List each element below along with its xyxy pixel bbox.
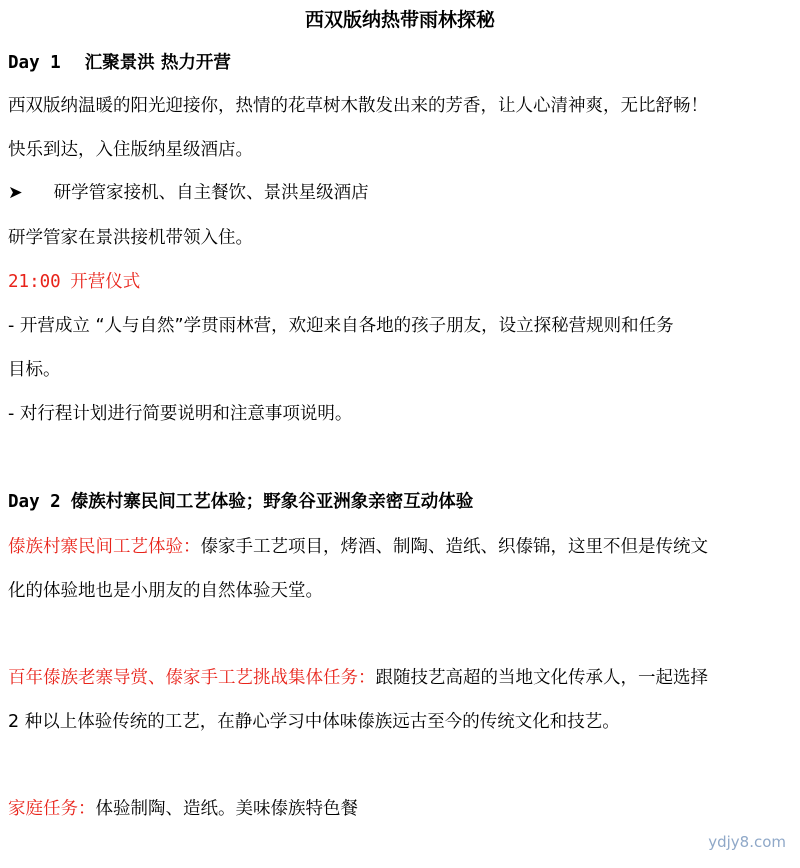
arrow-bullet-icon: ➤ xyxy=(8,183,23,203)
document-title: 西双版纳热带雨林探秘 xyxy=(304,9,495,31)
day2-p3-label: 家庭任务： xyxy=(8,799,96,819)
day1-bullet-text: 研学管家接机、自主餐饮、景洪星级酒店 xyxy=(53,183,369,203)
day2-p1-line2: 化的体验地也是小朋友的自然体验天堂。 xyxy=(8,581,323,601)
day1-intro-line2: 快乐到达，入住版纳星级酒店。 xyxy=(8,140,253,160)
day2-p3-text: 体验制陶、造纸。美味傣族特色餐 xyxy=(95,799,358,819)
day2-p2-text: 跟随技艺高超的当地文化传承人，一起选择 xyxy=(375,668,708,688)
day1-pickup-text: 研学管家在景洪接机带领入住。 xyxy=(8,228,253,248)
day1-heading-text: 汇聚景洪 热力开营 xyxy=(84,53,231,73)
day2-p3 xyxy=(8,797,358,821)
day1-ceremony-heading xyxy=(8,270,140,294)
day2-p1-line1 xyxy=(8,535,708,559)
day2-p1-text: 傣家手工艺项目，烤酒、制陶、造纸、织傣锦，这里不但是传统文 xyxy=(200,537,708,557)
day1-intro-line1: 西双版纳温暖的阳光迎接你，热情的花草树木散发出来的芳香，让人心清神爽，无比舒畅！ xyxy=(8,96,708,116)
day1-item1-line1: - 开营成立 “人与自然”学贯雨林营，欢迎来自各地的孩子朋友，设立探秘营规则和任务 xyxy=(8,316,674,336)
day1-item1-line2: 目标。 xyxy=(8,360,61,380)
day2-p2-line1 xyxy=(8,666,708,690)
day1-bullet xyxy=(8,181,369,205)
watermark: ydjy8.com xyxy=(708,833,786,851)
day2-heading xyxy=(8,490,473,514)
day1-label: Day 1 xyxy=(8,53,61,73)
day2-heading-text: 傣族村寨民间工艺体验；野象谷亚洲象亲密互动体验 xyxy=(70,492,474,512)
day2-p2-label: 百年傣族老寨导赏、傣家手工艺挑战集体任务： xyxy=(8,668,376,688)
day1-item2: - 对行程计划进行简要说明和注意事项说明。 xyxy=(8,404,353,424)
ceremony-time: 21:00 xyxy=(8,272,61,292)
day2-label: Day 2 xyxy=(8,492,61,512)
day1-heading xyxy=(8,51,231,75)
day2-p2-line2: 2 种以上体验传统的工艺，在静心学习中体味傣族远古至今的传统文化和技艺。 xyxy=(8,712,620,732)
ceremony-label: 开营仪式 xyxy=(70,272,141,292)
day2-p1-label: 傣族村寨民间工艺体验： xyxy=(8,537,201,557)
